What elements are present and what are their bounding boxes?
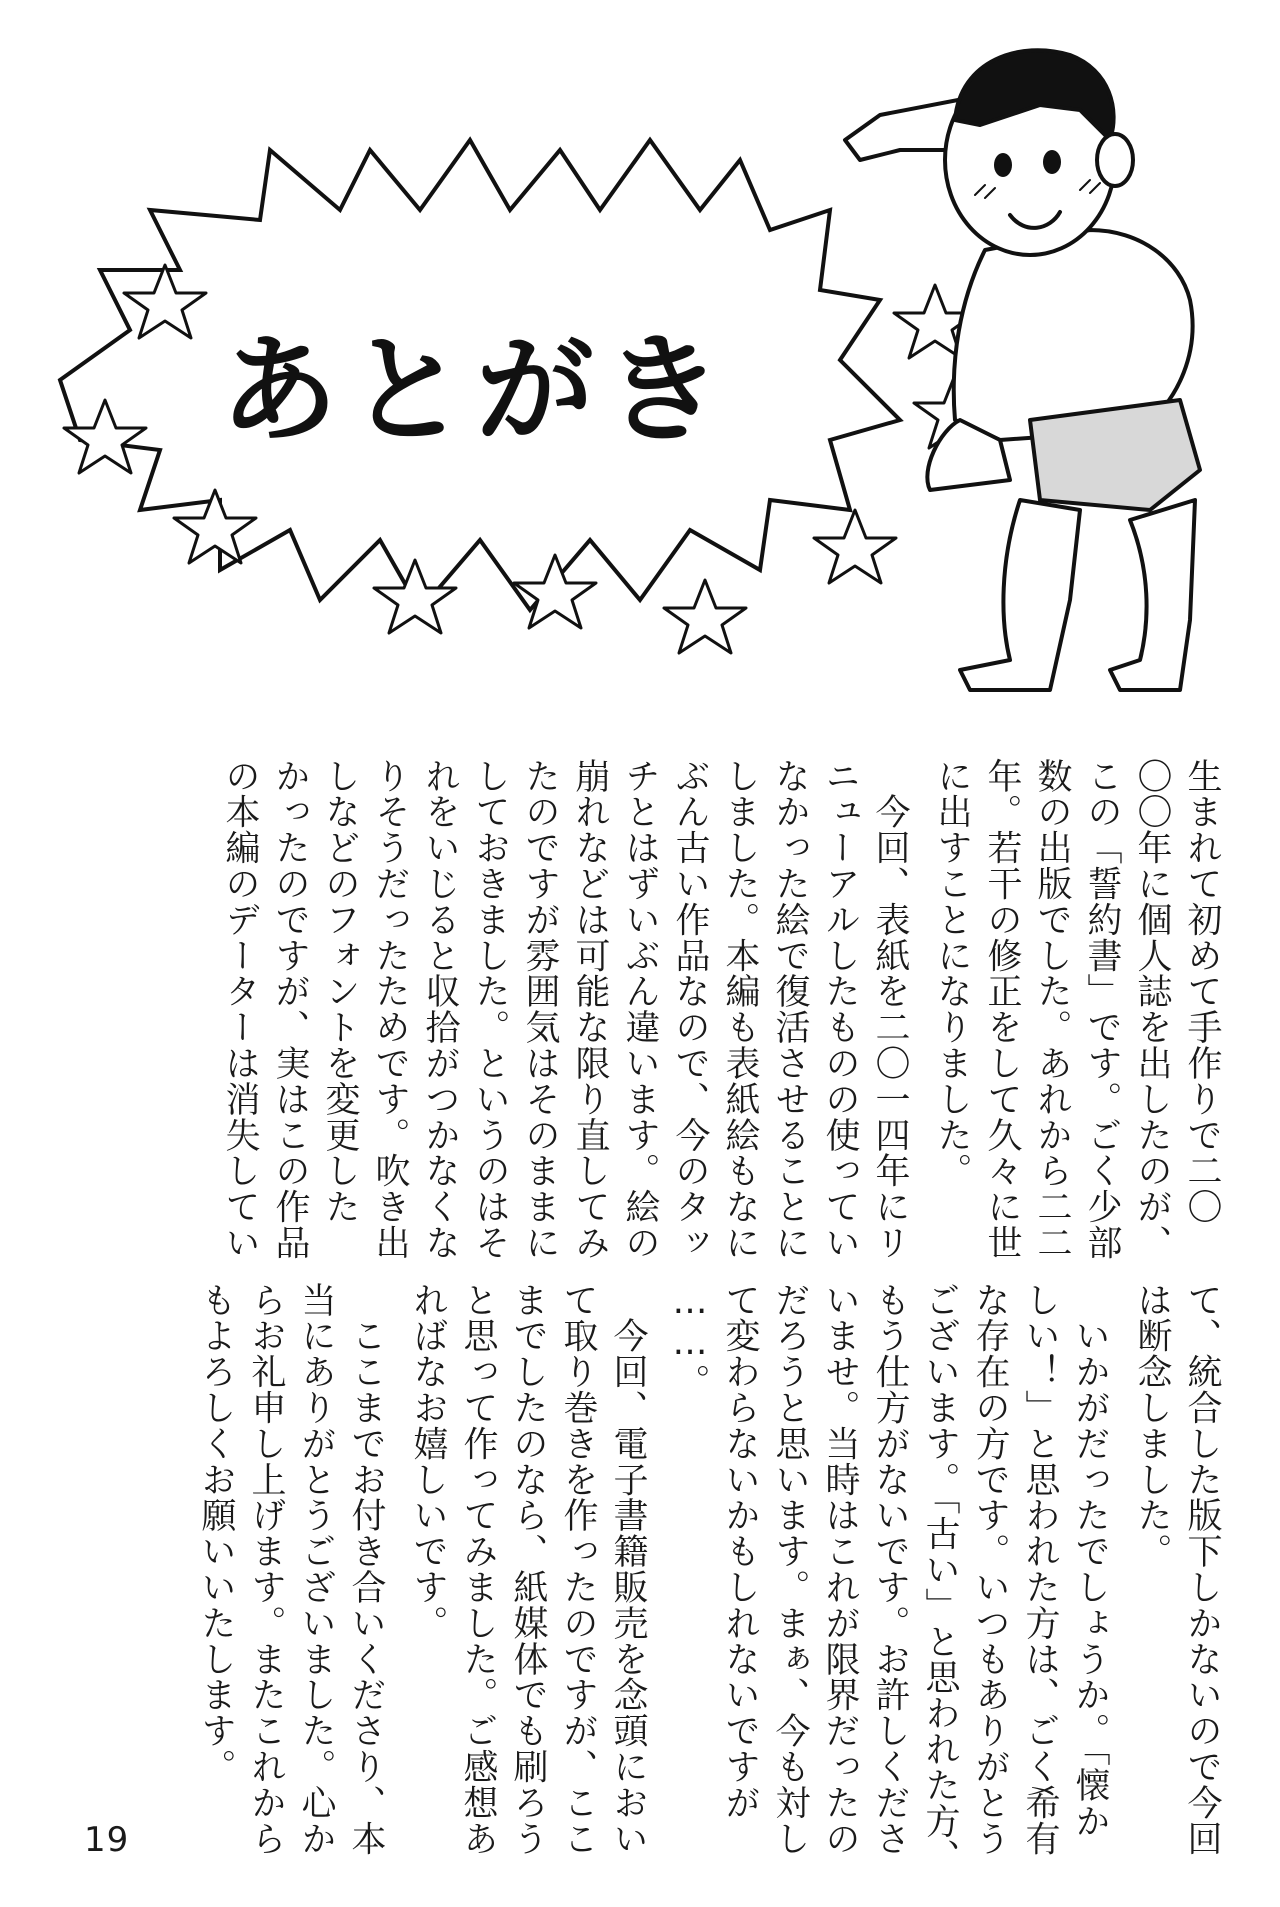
text-column: 年。若干の修正をして久々に世 bbox=[982, 758, 1022, 1261]
text-column: たのですが雰囲気はそのままに bbox=[520, 758, 560, 1261]
text-column: らお礼申し上げます。またこれから bbox=[246, 1282, 286, 1857]
text-column: ぶん古い作品なので、今のタッ bbox=[670, 758, 710, 1261]
text-column: しなどのフォントを変更した bbox=[320, 758, 360, 1225]
text-column: なかった絵で復活させることに bbox=[770, 758, 810, 1261]
text-column: いかがだったでしょうか。「懐か bbox=[1070, 1282, 1110, 1839]
text-column: て取り巻きを作ったのですが、ここ bbox=[558, 1282, 598, 1857]
text-column: 崩れなどは可能な限り直してみ bbox=[570, 758, 610, 1261]
text-column: しました。本編も表紙絵もなに bbox=[720, 758, 760, 1261]
character-illustration bbox=[845, 50, 1200, 690]
text-column: 今回、電子書籍販売を念頭におい bbox=[608, 1282, 648, 1857]
star-icon bbox=[814, 510, 896, 583]
text-column: 数の出版でした。あれから二二 bbox=[1032, 758, 1072, 1261]
text-column: ……。 bbox=[670, 1282, 710, 1400]
text-column: りそうだったためです。吹き出 bbox=[370, 758, 410, 1261]
text-column: ニューアルしたものの使ってい bbox=[820, 758, 860, 1261]
text-column: れをいじると収拾がつかなくな bbox=[420, 758, 460, 1261]
text-column: 当にありがとうございました。心か bbox=[296, 1282, 336, 1857]
text-column: もう仕方がないです。お許しくださ bbox=[870, 1282, 910, 1857]
text-column: かったのですが、実はこの作品 bbox=[270, 758, 310, 1261]
text-column: しておきました。というのはそ bbox=[470, 758, 510, 1261]
text-column: チとはずいぶん違います。絵の bbox=[620, 758, 660, 1261]
text-column: な存在の方です。いつもありがとう bbox=[970, 1282, 1010, 1857]
text-column: ございます。「古い」と思われた方、 bbox=[920, 1282, 960, 1875]
text-column: の本編のデーターは消失してい bbox=[220, 758, 260, 1261]
text-column: に出すことになりました。 bbox=[932, 758, 972, 1189]
text-column: までしたのなら、紙媒体でも刷ろう bbox=[508, 1282, 548, 1857]
text-column: いませ。当時はこれが限界だったの bbox=[820, 1282, 860, 1857]
text-column: 〇〇年に個人誌を出したのが、 bbox=[1132, 758, 1172, 1261]
text-column: この「誓約書」です。ごく少部 bbox=[1082, 758, 1122, 1261]
text-column: 今回、表紙を二〇一四年にリ bbox=[870, 758, 910, 1261]
text-column: ればなお嬉しいです。 bbox=[408, 1282, 448, 1641]
text-column: と思って作ってみました。ご感想あ bbox=[458, 1282, 498, 1857]
text-column: もよろしくお願いいたします。 bbox=[196, 1282, 236, 1785]
text-column: て、統合した版下しかないので今回 bbox=[1182, 1282, 1222, 1857]
text-column: 生まれて初めて手作りで二〇 bbox=[1182, 758, 1222, 1225]
text-column: しい！」と思われた方は、ごく希有 bbox=[1020, 1282, 1060, 1857]
star-icon bbox=[664, 580, 746, 653]
text-column: だろうと思います。まぁ、今も対し bbox=[770, 1282, 810, 1857]
title-heading: あとがき bbox=[220, 321, 733, 459]
text-column: は断念しました。 bbox=[1132, 1282, 1172, 1570]
page-number: 19 bbox=[84, 1820, 130, 1860]
text-column: て変わらないかもしれないですが bbox=[720, 1282, 760, 1821]
text-column: ここまでお付き合いくださり、本 bbox=[346, 1282, 386, 1857]
